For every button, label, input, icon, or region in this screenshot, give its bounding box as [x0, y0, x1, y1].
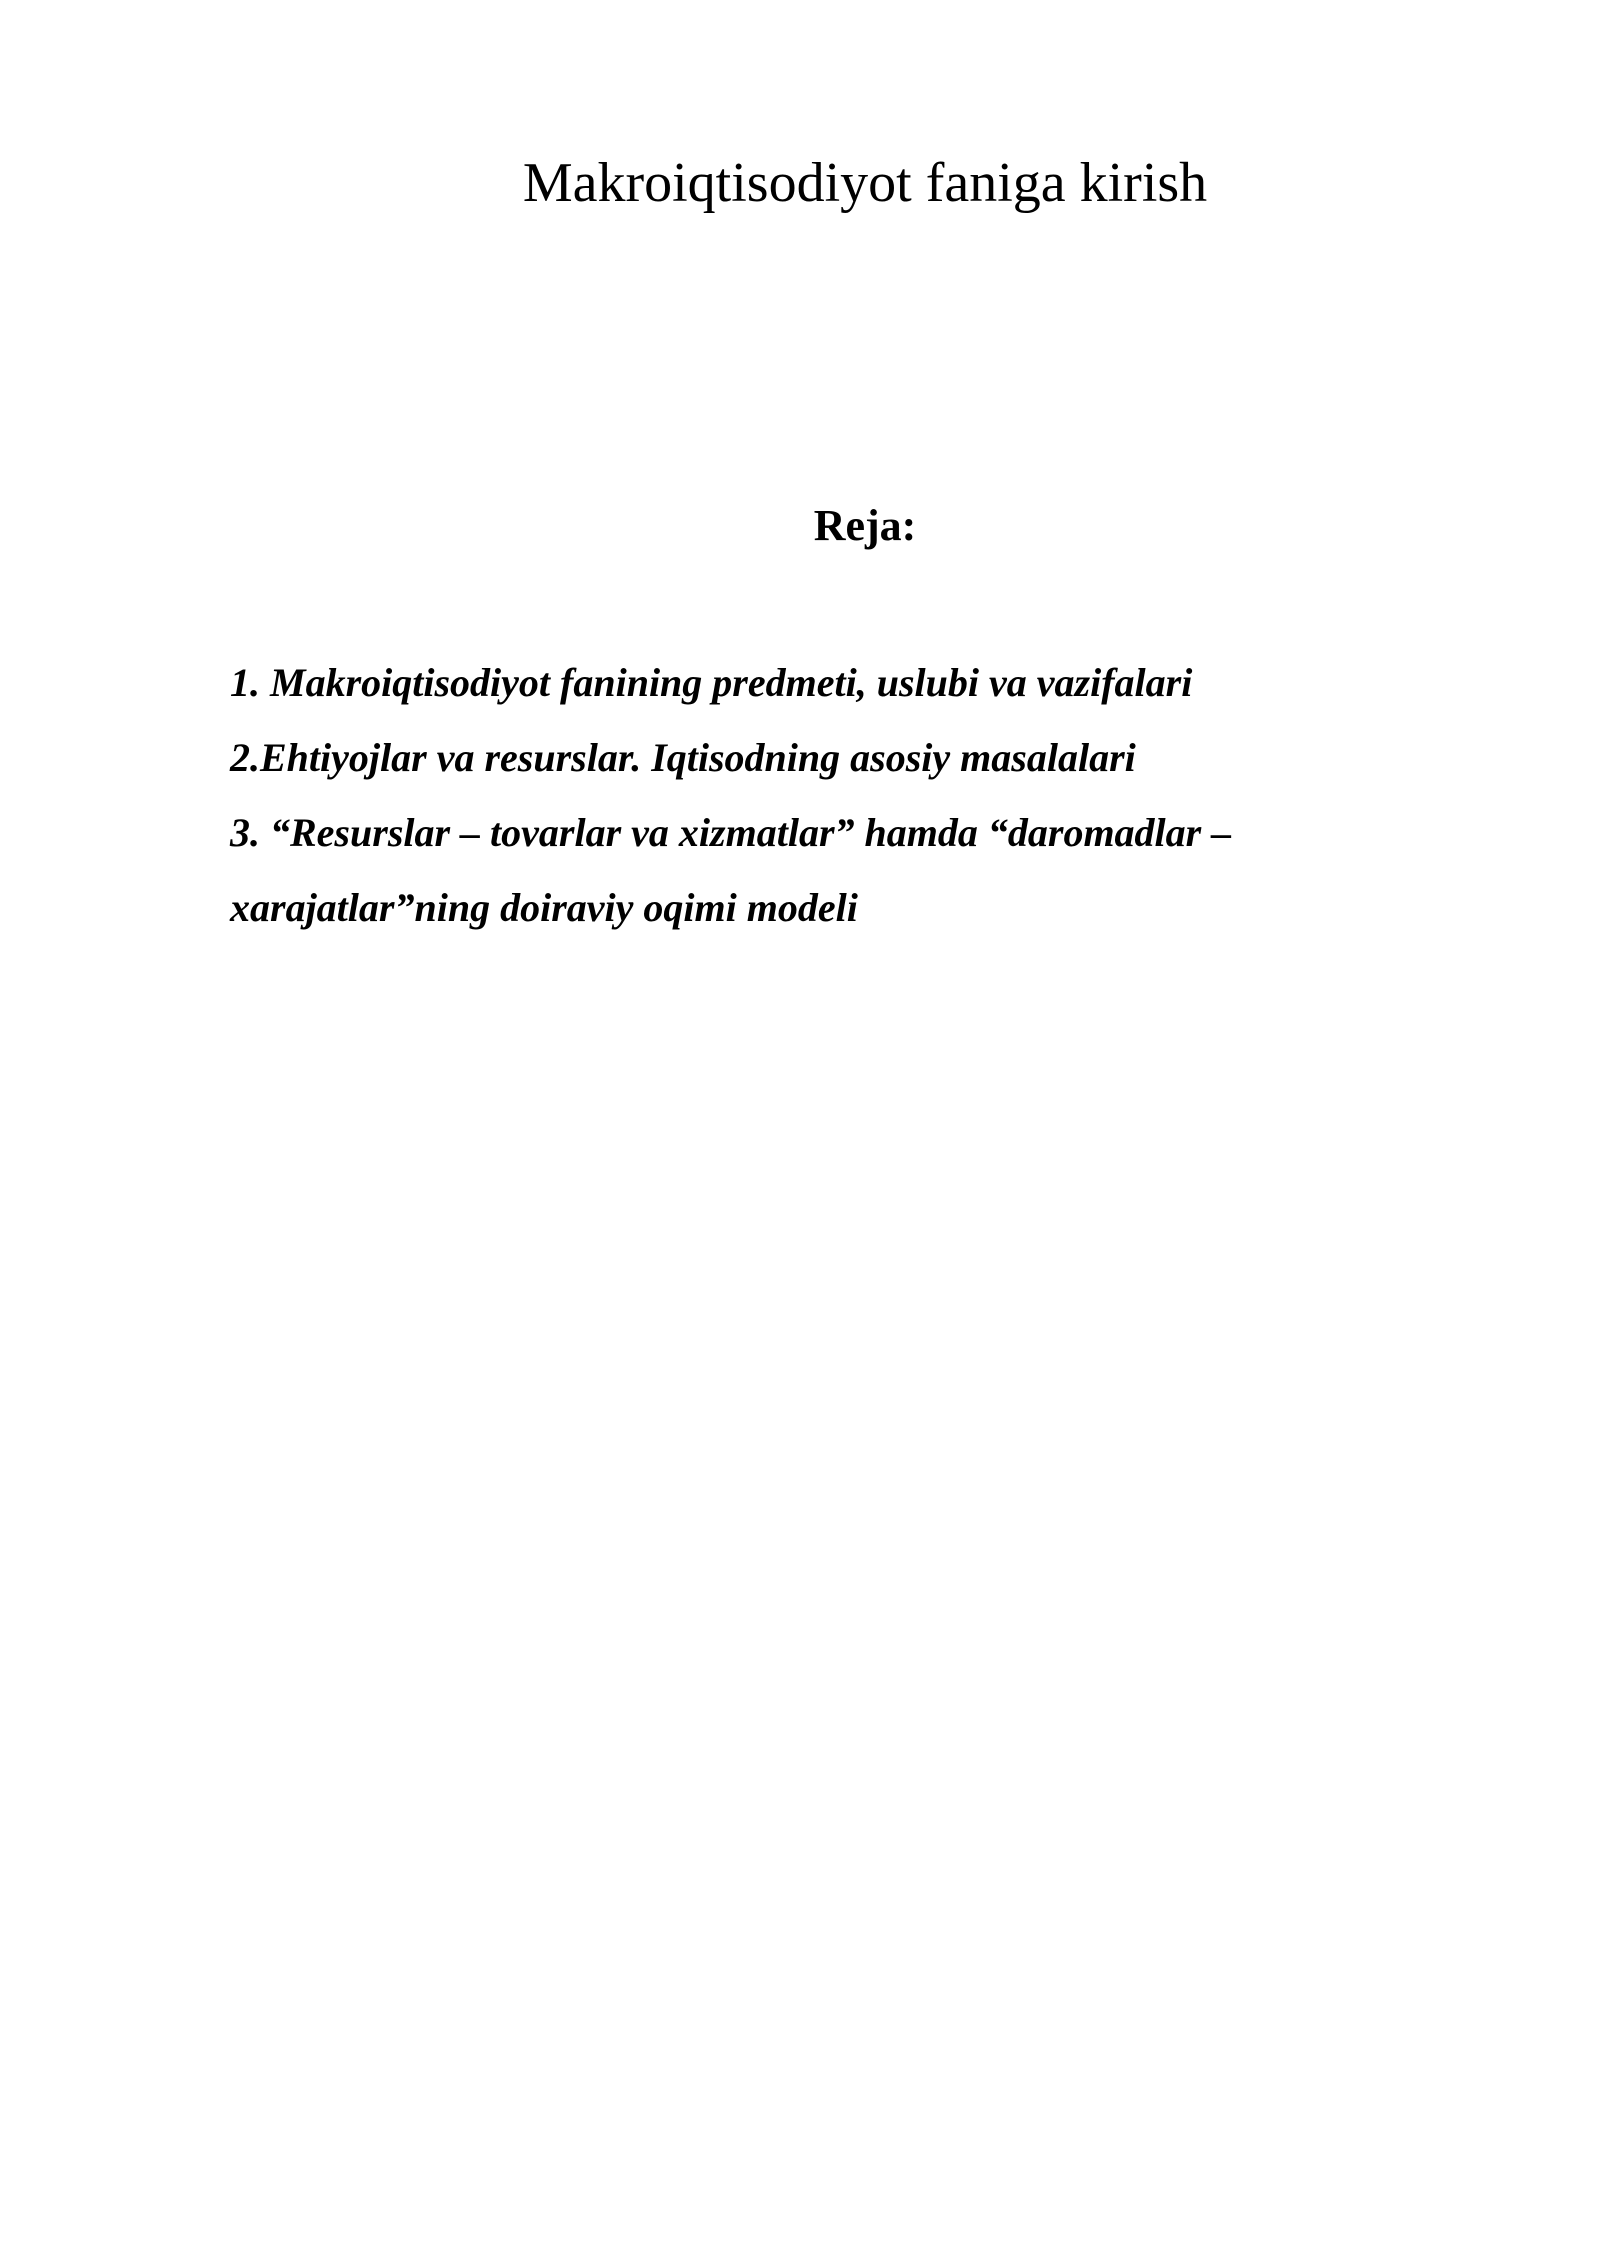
plan-list: [230, 645, 1390, 945]
plan-item-2: 2.Ehtiyojlar va resurslar. Iqtisodning asosiy masalalari: [230, 735, 1136, 780]
document-title: Makroiqtisodiyot faniga kirish: [522, 152, 1208, 214]
plan-item-3: 3. “Resurslar – tovarlar va xizmatlar” hamda “daromadlar – xarajatlar”ning doiraviy oqimi modeli: [230, 810, 1232, 930]
plan-item-1: 1. Makroiqtisodiyot fanining predmeti, uslubi va vazifalari: [230, 660, 1193, 705]
plan-heading: Reja:: [813, 501, 917, 550]
